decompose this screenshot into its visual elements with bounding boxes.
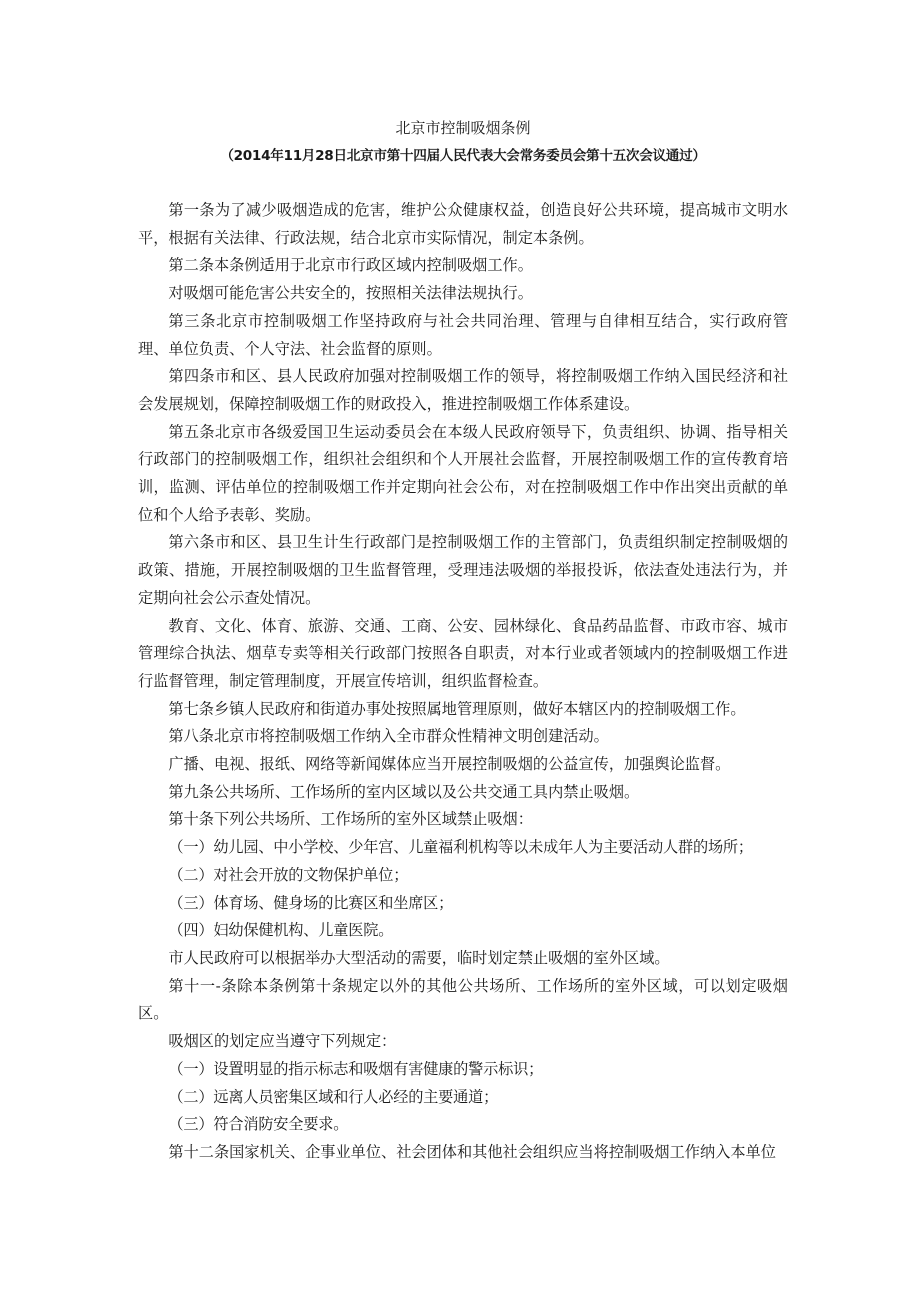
paragraph-article-2-note: 对吸烟可能危害公共安全的，按照相关法律法规执行。 xyxy=(168,284,533,303)
document-title: 北京市控制吸烟条例 xyxy=(395,119,531,137)
paragraph-article-12: 第十二条国家机关、企事业单位、社会团体和其他社会组织应当将控制吸烟工作纳入本单位 xyxy=(168,1142,776,1161)
paragraph-article-7: 第七条乡镇人民政府和街道办事处按照属地管理原则，做好本辖区内的控制吸烟工作。 xyxy=(168,699,746,718)
paragraph-article-8: 第八条北京市将控制吸烟工作纳入全市群众性精神文明创建活动。 xyxy=(168,727,609,746)
list-item-11-1: （一）设置明显的指示标志和吸烟有害健康的警示标识； xyxy=(168,1059,544,1078)
paragraph-article-2: 第二条本条例适用于北京市行政区域内控制吸烟工作。 xyxy=(168,256,533,275)
paragraph-article-9: 第九条公共场所、工作场所的室内区域以及公共交通工具内禁止吸烟。 xyxy=(168,782,640,801)
paragraph-article-4: 第四条市和区、县人民政府加强对控制吸烟工作的领导，将控制吸烟工作纳入国民经济和社会发展规划，保障控制吸烟工作的财政投入，推进控制吸烟工作体系建设。 xyxy=(138,367,788,413)
paragraph-article-10: 第十条下列公共场所、工作场所的室外区域禁止吸烟： xyxy=(168,810,533,829)
document-subtitle: （2014年11月28日北京市第十四届人民代表大会常务委员会第十五次会议通过） xyxy=(220,148,706,164)
paragraph-article-6-departments: 教育、文化、体育、旅游、交通、工商、公安、园林绿化、食品药品监督、市政市容、城市管理综合执法、烟草专卖等相关行政部门按照各自职责，对本行业或者领域内的控制吸烟工作进行监督管理，制定管理制度，开展宣传培训，组织监督检查。 xyxy=(138,616,788,690)
document-body xyxy=(138,197,788,1167)
paragraph-article-3: 第三条北京市控制吸烟工作坚持政府与社会共同治理、管理与自律相互结合，实行政府管理、单位负责、个人守法、社会监督的原则。 xyxy=(138,311,788,358)
paragraph-article-11: 第十一-条除本条例第十条规定以外的其他公共场所、工作场所的室外区域，可以划定吸烟区。 xyxy=(138,976,788,1023)
paragraph-article-8-media: 广播、电视、报纸、网络等新闻媒体应当开展控制吸烟的公益宣传，加强舆论监督。 xyxy=(168,755,731,774)
paragraph-article-6: 第六条市和区、县卫生计生行政部门是控制吸烟工作的主管部门，负责组织制定控制吸烟的政策、措施，开展控制吸烟的卫生监督管理，受理违法吸烟的举报投诉，依法查处违法行为，并定期向社会公示查处情况。 xyxy=(138,533,788,607)
paragraph-article-11-rules: 吸烟区的划定应当遵守下列规定： xyxy=(168,1032,397,1051)
paragraph-article-5: 第五条北京市各级爱国卫生运动委员会在本级人民政府领导下，负责组织、协调、指导相关行政部门的控制吸烟工作，组织社会组织和个人开展社会监督，开展控制吸烟工作的宣传教育培训，监测、评估单位的控制吸烟工作并定期向社会公布，对在控制吸烟工作中作出突出贡献的单位和个人给予表彰、奖励。 xyxy=(138,422,788,524)
list-item-10-2: （二）对社会开放的文物保护单位； xyxy=(168,865,409,884)
paragraph-article-10-temporary: 市人民政府可以根据举办大型活动的需要，临时划定禁止吸烟的室外区域。 xyxy=(168,948,670,967)
list-item-10-4: （四）妇幼保健机构、儿童医院。 xyxy=(168,921,394,940)
list-item-11-2: （二）远离人员密集区域和行人必经的主要通道； xyxy=(168,1087,499,1106)
list-item-11-3: （三）符合消防安全要求。 xyxy=(168,1115,349,1134)
paragraph-article-1: 第一条为了减少吸烟造成的危害，维护公众健康权益，创造良好公共环境，提高城市文明水平，根据有关法律、行政法规，结合北京市实际情况，制定本条例。 xyxy=(138,201,788,247)
list-item-10-3: （三）体育场、健身场的比赛区和坐席区； xyxy=(168,893,454,912)
list-item-10-1: （一）幼儿园、中小学校、少年宫、儿童福利机构等以未成年人为主要活动人群的场所； xyxy=(168,838,753,857)
